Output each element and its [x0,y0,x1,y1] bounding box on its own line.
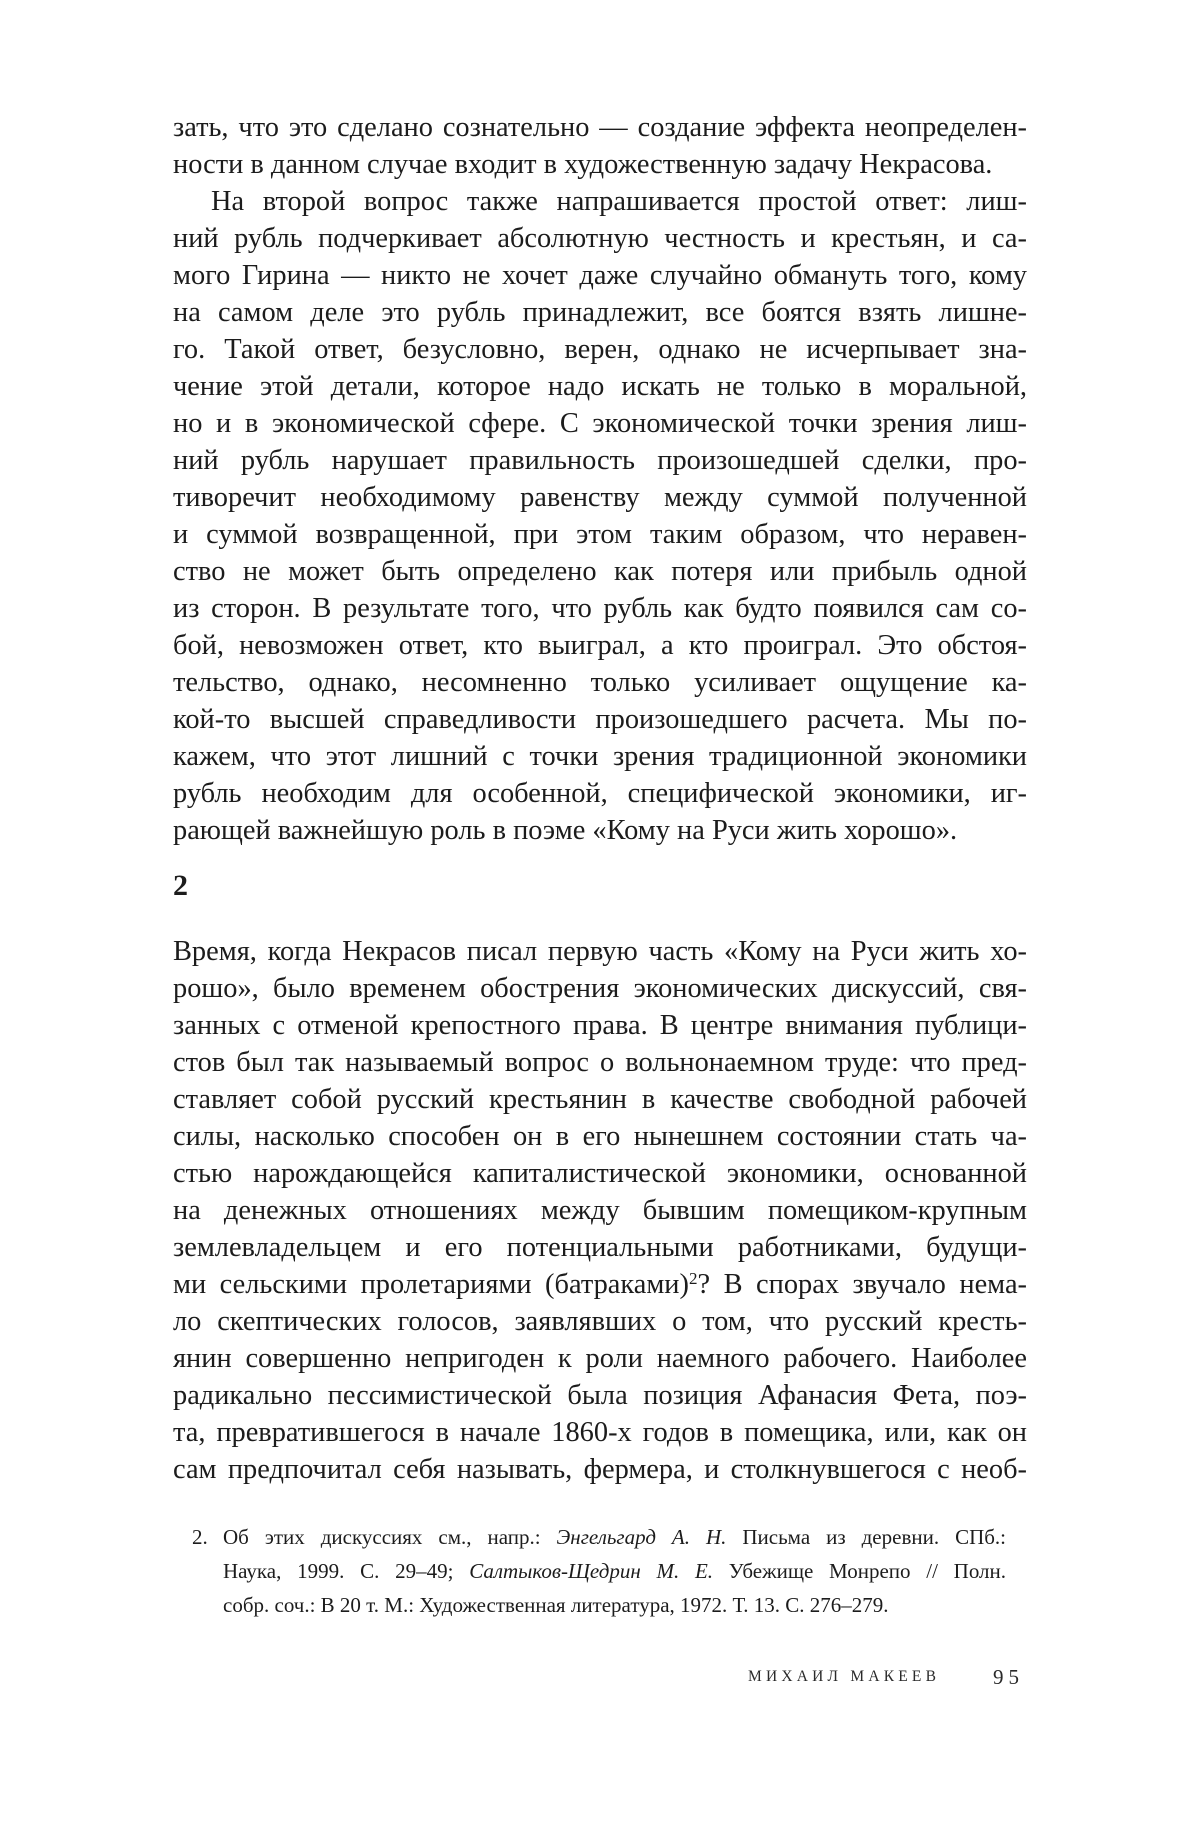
text-line: ний рубль подчеркивает абсолютную честность и крестьян, и са- [173,223,1027,254]
text-line: янин совершенно непригоден к роли наемного рабочего. Наиболее [173,1343,1027,1374]
text-line: но и в экономической сфере. С экономической точки зрения лиш- [173,408,1027,439]
text-line: стов был так называемый вопрос о вольнонаемном труде: что пред- [173,1047,1027,1078]
paragraph-2 [173,183,1027,849]
text-line: бой, невозможен ответ, кто выиграл, а кто проиграл. Это обстоя- [173,630,1027,661]
footnote-text: Убежище Монрепо // Полн. [713,1559,1007,1583]
text-line: на денежных отношениях между бывшим помещиком-крупным [173,1195,1027,1226]
text-segment: ми сельскими пролетариями (батраками) [173,1269,689,1300]
text-line-with-footnote [173,1266,1027,1303]
text-line: чение этой детали, которое надо искать не только в моральной, [173,371,1027,402]
footnote-line [223,1554,1006,1588]
text-line: из сторон. В результате того, что рубль как будто появился сам со- [173,593,1027,624]
running-footer-author: МИХАИЛ МАКЕЕВ [748,1668,941,1685]
text-line: ство не может быть определено как потеря или прибыль одной [173,556,1027,587]
text-line: стью нарождающейся капиталистической экономики, основанной [173,1158,1027,1189]
paragraph-1 [173,109,1027,183]
page-number: 95 [993,1665,1024,1689]
text-line: и суммой возвращенной, при этом таким образом, что неравен- [173,519,1027,550]
text-line: силы, насколько способен он в его нынешнем состоянии стать ча- [173,1121,1027,1152]
text-line: сам предпочитал себя называть, фермера, и столкнувшегося с необ- [173,1454,1027,1485]
text-line: на самом деле это рубль принадлежит, все боятся взять лишне- [173,297,1027,328]
footnote-text: Об этих дискуссиях см., напр.: [223,1525,557,1549]
footnote-text: Наука, 1999. С. 29–49; [223,1559,470,1583]
paragraph-3 [173,933,1027,1488]
section-heading: 2 [173,869,188,902]
text-line: рубль необходим для особенной, специфической экономики, иг- [173,778,1027,809]
text-line: землевладельцем и его потенциальными работниками, будущи- [173,1232,1027,1263]
text-line: тельство, однако, несомненно только усиливает ощущение ка- [173,667,1027,698]
text-line: Время, когда Некрасов писал первую часть «Кому на Руси жить хо- [173,936,1027,967]
text-line: рающей важнейшую роль в поэме «Кому на Руси жить хорошо». [173,815,958,846]
footnote-number: 2. [192,1525,208,1549]
footnote-line: собр. соч.: В 20 т. М.: Художественная литература, 1972. Т. 13. С. 276–279. [223,1593,889,1617]
text-line: тиворечит необходимому равенству между суммой полученной [173,482,1027,513]
text-line: ло скептических голосов, заявлявших о том, что русский кресть- [173,1306,1027,1337]
text-line: ний рубль нарушает правильность произошедшей сделки, про- [173,445,1027,476]
text-line: занных с отменой крепостного права. В центре внимания публици- [173,1010,1027,1041]
text-line: зать, что это сделано сознательно — создание эффекта неопределен- [173,112,1027,143]
footnote-author: Энгельгард А. Н. [556,1525,727,1549]
text-line: ности в данном случае входит в художественную задачу Некрасова. [173,149,993,180]
text-line: ставляет собой русский крестьянин в качестве свободной рабочей [173,1084,1027,1115]
footnote-line [223,1520,1006,1554]
footnote-text: Письма из деревни. СПб.: [726,1525,1007,1549]
text-line: рошо», было временем обострения экономических дискуссий, свя- [173,973,1027,1004]
footnote-author: Салтыков-Щедрин М. Е. [469,1559,714,1583]
text-line: мого Гирина — никто не хочет даже случайно обмануть того, кому [173,260,1027,291]
text-line: кой-то высшей справедливости произошедшего расчета. Мы по- [173,704,1027,735]
running-footer [0,1662,1200,1692]
text-line: го. Такой ответ, безусловно, верен, однако не исчерпывает зна- [173,334,1027,365]
text-line: радикально пессимистической была позиция Афанасия Фета, поэ- [173,1380,1027,1411]
text-line: та, превратившегося в начале 1860-х годов в помещика, или, как он [173,1417,1027,1448]
text-line: На второй вопрос также напрашивается простой ответ: лиш- [211,186,1027,217]
text-segment: ? В спорах звучало нема- [697,1269,1027,1300]
footnote-reference[interactable]: 2 [688,1269,698,1289]
footnote [192,1520,1007,1622]
text-line: кажем, что этот лишний с точки зрения традиционной экономики [173,741,1027,772]
